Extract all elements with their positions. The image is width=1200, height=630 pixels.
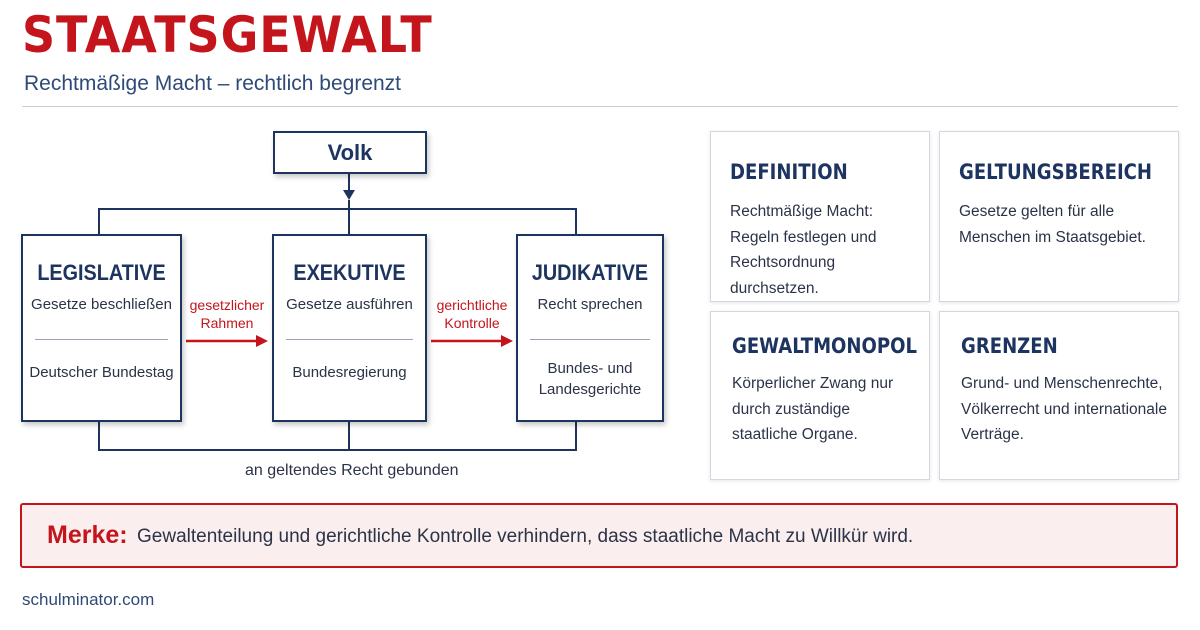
branch-name: LEGISLATIVE <box>37 260 166 285</box>
arrow-label-line: gerichtliche <box>436 297 508 313</box>
card-title: GEWALTMONOPOL <box>732 334 917 358</box>
judicative-box <box>516 234 664 422</box>
legislative-box <box>21 234 182 422</box>
branch-organ: Deutscher Bundestag <box>29 364 174 381</box>
arrow-label-gerichtliche-kontrolle <box>428 296 516 332</box>
card-definition <box>710 131 930 302</box>
arrow-label-line: Rahmen <box>200 315 254 331</box>
card-text: Gesetze gelten für alle Menschen im Staatsgebiet. <box>959 203 1146 246</box>
top-bracket <box>99 209 576 234</box>
card-text: Rechtmäßige Macht: Regeln festlegen und Rechtsordnung durchsetzen. <box>730 203 877 297</box>
page-subtitle: Rechtmäßige Macht – rechtlich begrenzt <box>24 72 402 95</box>
page-title: STAATSGEWALT <box>22 6 433 64</box>
arrow-exe-jud-head <box>501 335 513 347</box>
card-text: Körperlicher Zwang nur durch zuständige staatliche Organe. <box>732 375 894 443</box>
arrow-label-gesetzlicher-rahmen <box>183 296 271 332</box>
card-title: GELTUNGSBEREICH <box>959 160 1153 184</box>
card-geltungsbereich <box>939 131 1179 302</box>
branch-divider <box>530 339 650 340</box>
card-text: Grund- und Menschenrechte, Völkerrecht und internationale Verträge. <box>961 375 1167 443</box>
branch-task: Recht sprechen <box>537 296 643 313</box>
arrow-label-line: gesetzlicher <box>189 297 265 313</box>
card-gewaltmonopol <box>710 311 930 480</box>
branch-organ: Bundes- und Landesgerichte <box>538 360 642 398</box>
bound-label: an geltendes Recht gebunden <box>245 462 459 479</box>
card-grenzen <box>939 311 1179 480</box>
card-title: DEFINITION <box>730 160 848 184</box>
merke-label: Merke: <box>47 521 128 549</box>
bottom-bracket <box>99 422 576 450</box>
footer-source: schulminator.com <box>22 590 155 609</box>
volk-box: Volk <box>273 131 427 174</box>
branch-task: Gesetze beschließen <box>31 296 172 313</box>
volk-arrowhead <box>343 190 355 200</box>
branch-divider <box>35 339 168 340</box>
arrow-leg-exe-head <box>256 335 268 347</box>
arrow-label-line: Kontrolle <box>444 315 500 331</box>
branch-divider <box>286 339 413 340</box>
branch-name: JUDIKATIVE <box>531 260 649 285</box>
executive-box <box>272 234 427 422</box>
branch-task: Gesetze ausführen <box>286 296 413 313</box>
merke-text: Gewaltenteilung und gerichtliche Kontrolle verhindern, dass staatliche Macht zu Willkür wird. <box>137 526 914 547</box>
merke-box <box>20 503 1178 568</box>
branch-name: EXEKUTIVE <box>293 260 406 285</box>
branch-organ: Bundesregierung <box>292 364 407 381</box>
card-title: GRENZEN <box>961 334 1058 358</box>
